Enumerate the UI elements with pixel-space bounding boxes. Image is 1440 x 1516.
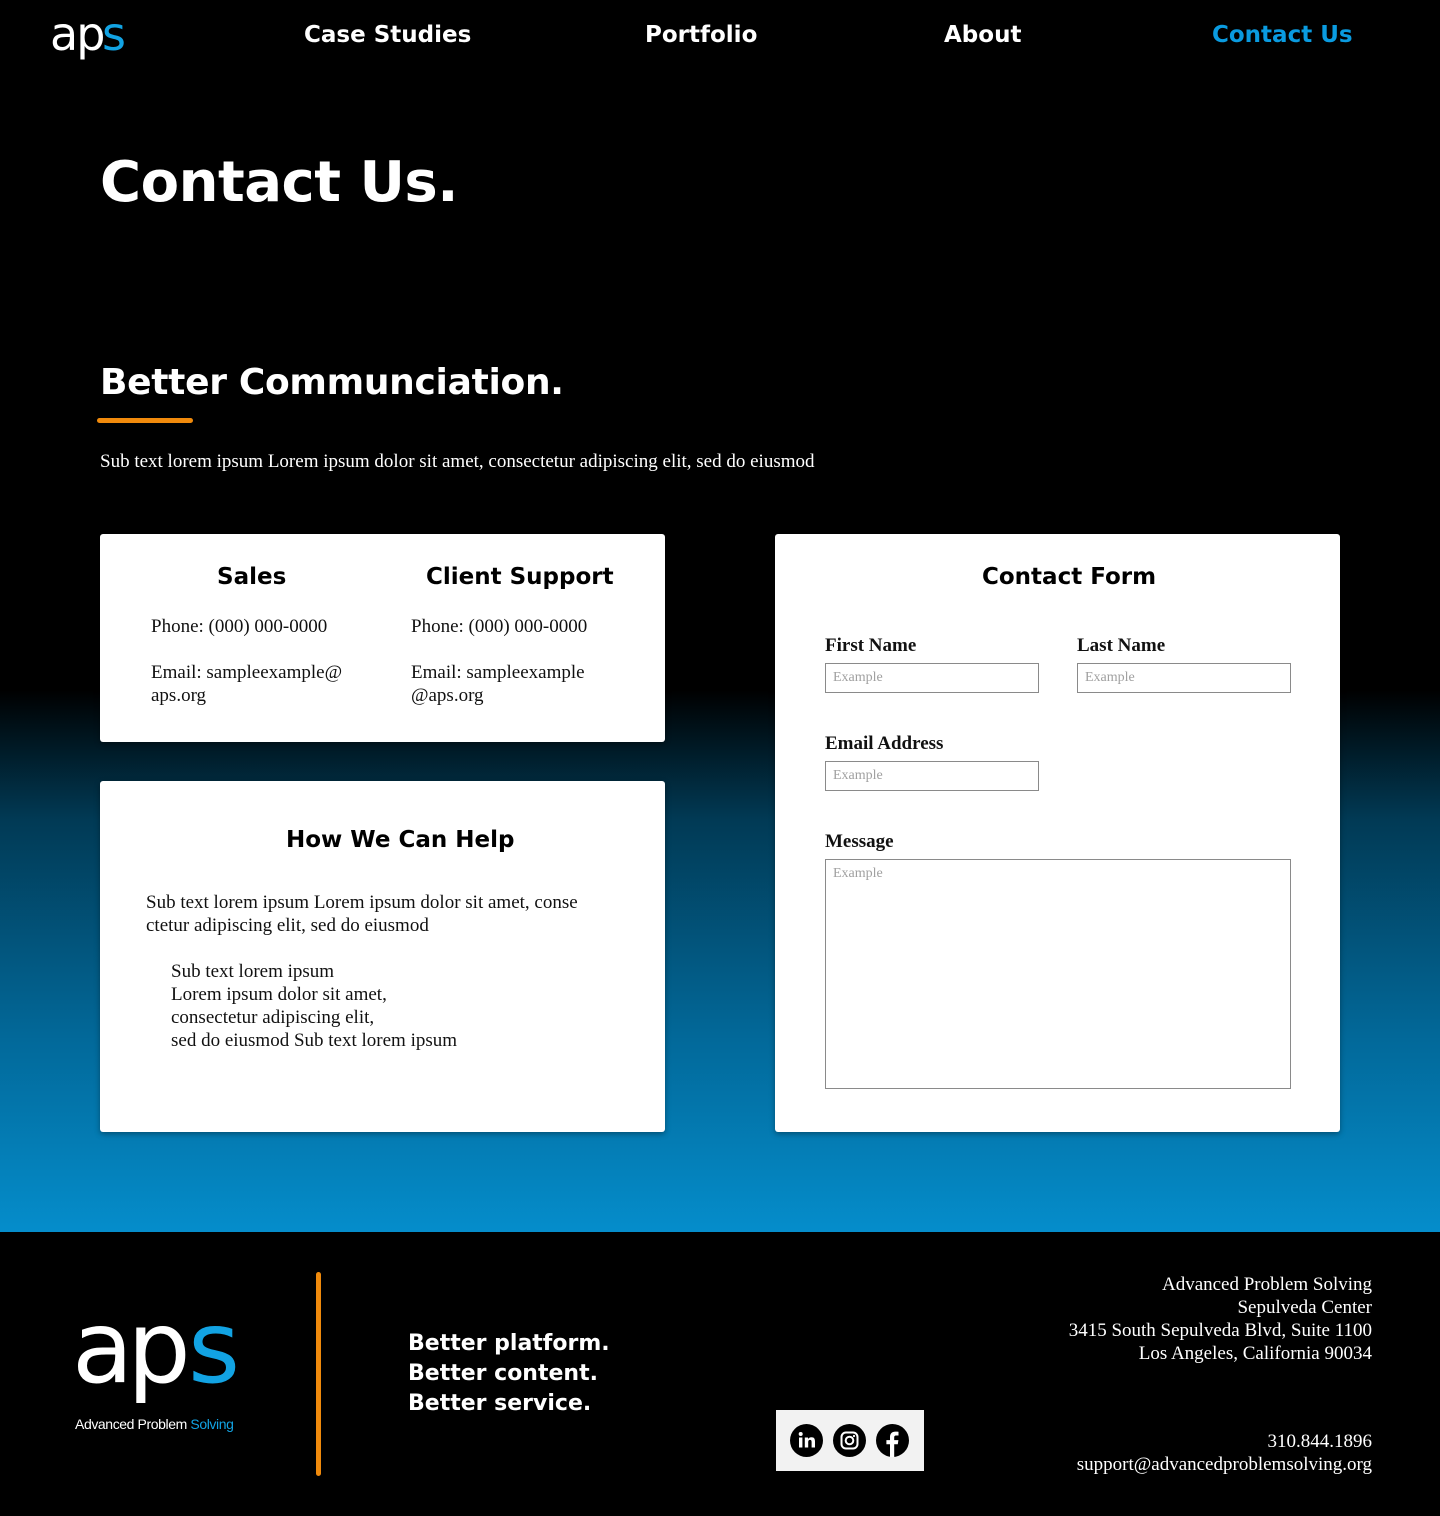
sales-heading: Sales (217, 564, 287, 590)
address-line: Sepulveda Center (1237, 1297, 1372, 1318)
help-line: Sub text lorem ipsum (171, 961, 335, 982)
tagline-platform: Better platform. (408, 1331, 610, 1356)
help-line: Lorem ipsum dolor sit amet, (171, 984, 387, 1005)
support-phone[interactable]: Phone: (000) 000-0000 (411, 616, 588, 637)
how-we-can-help-card (100, 781, 665, 1132)
logo-tagline-accent: Solving (190, 1416, 234, 1432)
email-address-label: Email Address (825, 733, 944, 754)
aps-footer-logo[interactable] (72, 1312, 248, 1408)
address-line: Los Angeles, California 90034 (1138, 1343, 1372, 1364)
footer (0, 1232, 1440, 1516)
nav-contact-us[interactable]: Contact Us (1212, 22, 1353, 48)
svg-text:ap: ap (50, 12, 104, 61)
nav-about[interactable]: About (944, 22, 1022, 48)
first-name-input[interactable] (825, 663, 1039, 693)
support-email[interactable]: Email: sampleexample @aps.org (411, 662, 585, 706)
page-title: Contact Us. (100, 150, 459, 215)
title-underline (97, 418, 193, 423)
message-textarea[interactable] (825, 859, 1291, 1089)
help-heading: How We Can Help (286, 827, 515, 853)
email-address-input[interactable] (825, 761, 1039, 791)
sales-phone[interactable]: Phone: (000) 000-0000 (151, 616, 328, 637)
help-line: consectetur adipiscing elit, (171, 1007, 375, 1028)
linkedin-icon[interactable] (790, 1424, 823, 1457)
help-paragraph: Sub text lorem ipsum Lorem ipsum dolor sit amet, conse ctetur adipiscing elit, sed do eiusmod (146, 892, 578, 936)
message-label: Message (825, 831, 894, 852)
svg-text:s: s (188, 1312, 241, 1406)
last-name-input[interactable] (1077, 663, 1291, 693)
contact-info-card (100, 534, 665, 742)
nav-portfolio[interactable]: Portfolio (645, 22, 758, 48)
company-contact (1077, 1430, 1372, 1476)
social-links (776, 1410, 924, 1471)
client-support-heading: Client Support (426, 564, 614, 590)
section-subtitle: Sub text lorem ipsum Lorem ipsum dolor sit amet, consectetur adipiscing elit, sed do eiusmod (100, 451, 815, 472)
logo-tagline-main: Advanced Problem (75, 1416, 191, 1432)
first-name-label: First Name (825, 635, 917, 656)
address-line: 3415 South Sepulveda Blvd, Suite 1100 (1068, 1320, 1372, 1341)
tagline-service: Better service. (408, 1391, 592, 1416)
footer-phone[interactable]: 310.844.1896 (1267, 1431, 1372, 1452)
help-list (171, 960, 571, 1052)
footer-email[interactable]: support@advancedproblemsolving.org (1076, 1454, 1372, 1475)
svg-text:ap: ap (72, 1312, 185, 1406)
last-name-label: Last Name (1077, 635, 1166, 656)
sales-email[interactable]: Email: sampleexample@ aps.org (151, 662, 343, 706)
company-address (1069, 1273, 1372, 1365)
help-line: sed do eiusmod Sub text lorem ipsum (171, 1030, 458, 1051)
nav-case-studies[interactable]: Case Studies (304, 22, 472, 48)
instagram-icon[interactable] (833, 1424, 866, 1457)
aps-logo[interactable] (50, 12, 130, 64)
section-title: Better Communciation. (100, 362, 564, 403)
footer-divider (316, 1272, 321, 1476)
contact-form-heading: Contact Form (982, 564, 1157, 590)
tagline-content: Better content. (408, 1361, 598, 1386)
svg-text:s: s (102, 12, 126, 61)
contact-form-card (775, 534, 1340, 1132)
address-line: Advanced Problem Solving (1161, 1274, 1372, 1295)
logo-tagline (75, 1416, 234, 1432)
facebook-icon[interactable] (876, 1424, 909, 1457)
